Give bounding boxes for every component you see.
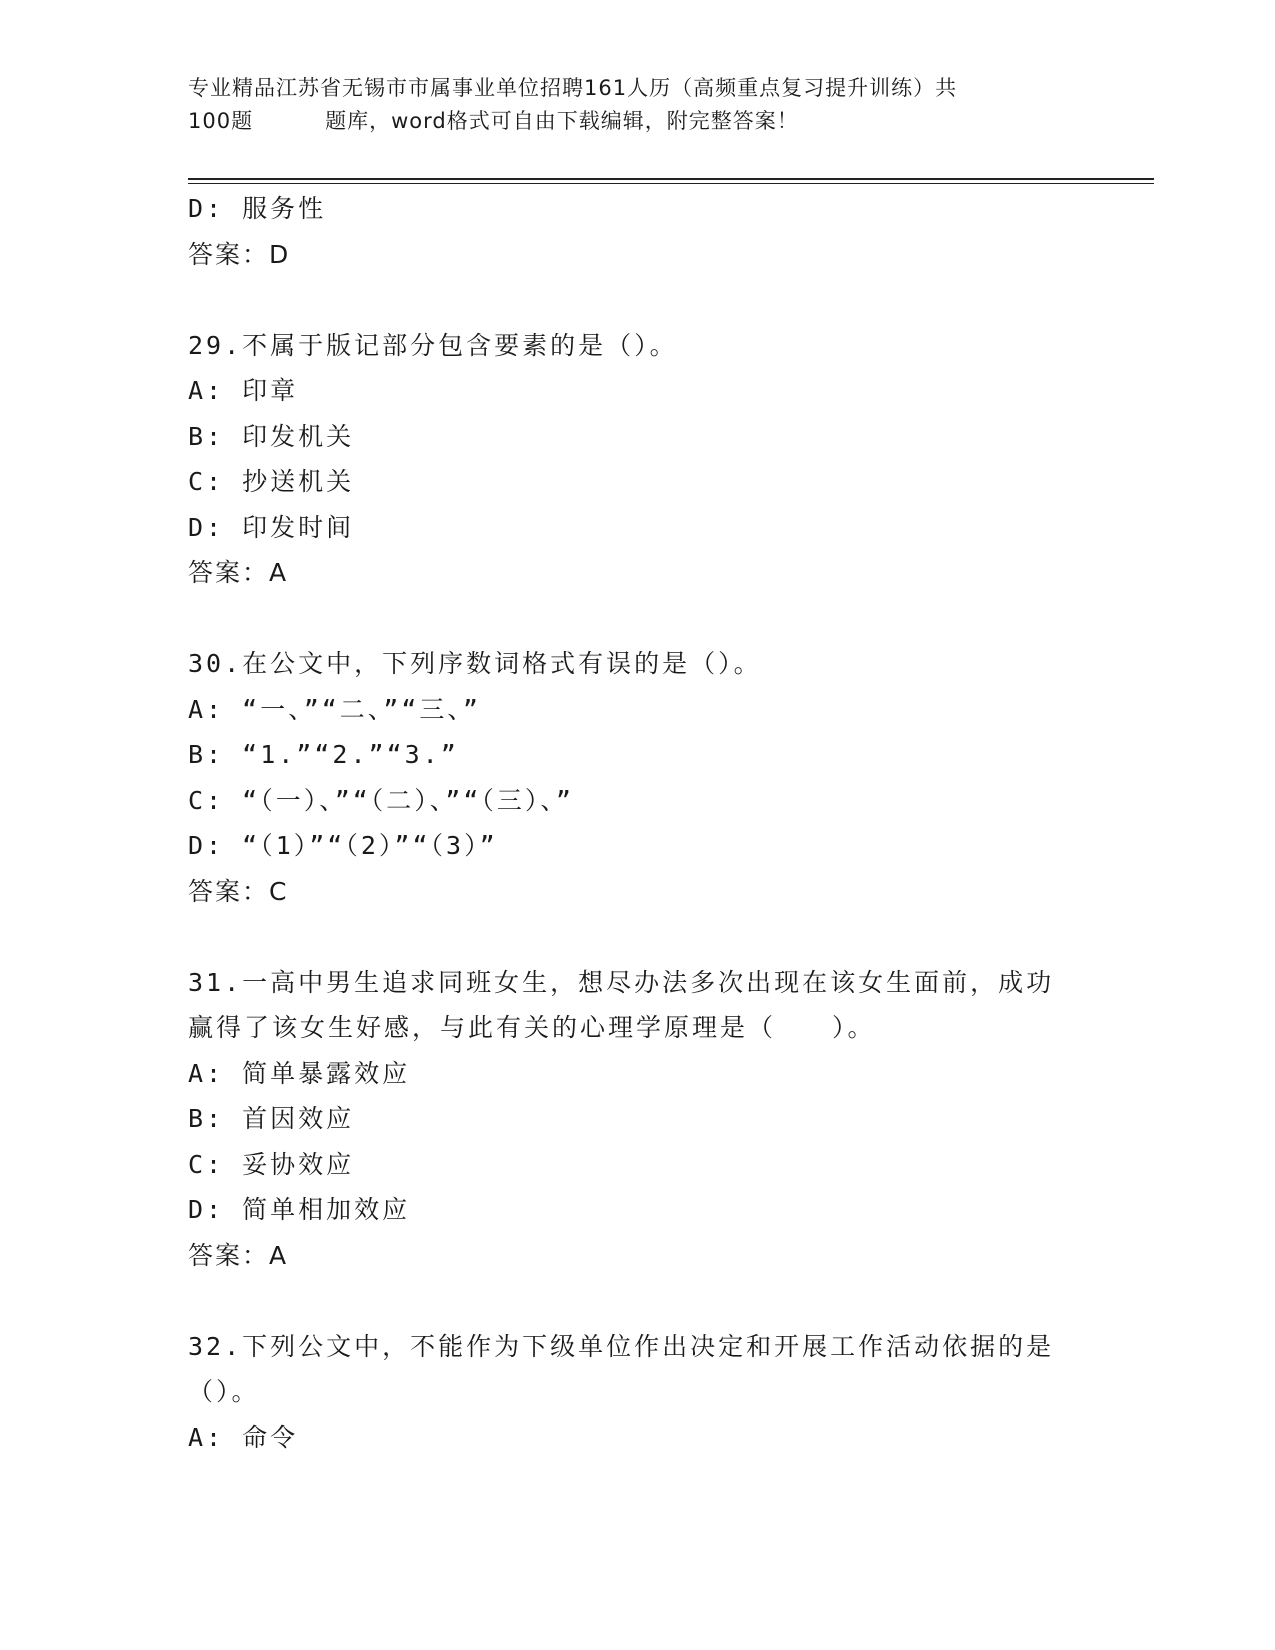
answer: 答案：A xyxy=(188,1240,289,1270)
option-b: B: “1.”“2.”“3.” xyxy=(188,740,459,769)
question-stem: 29.不属于版记部分包含要素的是（）。 xyxy=(188,330,678,360)
option-b: B: 首因效应 xyxy=(188,1104,355,1133)
question-stem-line-1: 31.一高中男生追求同班女生，想尽办法多次出现在该女生面前，成功 xyxy=(188,967,1055,997)
header-divider-thin xyxy=(188,183,1154,184)
question-stem: 30.在公文中，下列序数词格式有误的是（）。 xyxy=(188,649,762,678)
question-stem-line-2: 赢得了该女生好感，与此有关的心理学原理是（ ）。 xyxy=(188,1013,876,1042)
answer: 答案：A xyxy=(188,558,289,587)
question-32 xyxy=(188,1324,1088,1461)
option-a: A: 印章 xyxy=(188,376,299,405)
option-d: D: 印发时间 xyxy=(188,512,355,542)
question-stem-line-2: （）。 xyxy=(188,1377,260,1406)
header-question-count: 100题 xyxy=(188,109,254,133)
option-d: D: “（1）”“（2）”“（3）” xyxy=(188,831,498,860)
option-c: C: “（一）、”“（二）、”“（三）、” xyxy=(188,785,574,815)
question-list xyxy=(188,186,1088,1460)
question-31 xyxy=(188,960,1088,1279)
prev-option-d: D: 服务性 xyxy=(188,194,327,223)
option-b: B: 印发机关 xyxy=(188,421,355,451)
header-description: 题库，word格式可自由下载编辑，附完整答案！ xyxy=(325,109,799,133)
question-stem-line-1: 32.下列公文中，不能作为下级单位作出决定和开展工作活动依据的是 xyxy=(188,1331,1055,1361)
header-divider-thick xyxy=(188,178,1154,180)
option-c: C: 抄送机关 xyxy=(188,467,355,496)
option-c: C: 妥协效应 xyxy=(188,1149,355,1179)
option-a: A: “一、”“二、”“三、” xyxy=(188,694,481,724)
question-29 xyxy=(188,323,1088,596)
header-title-line-2 xyxy=(188,105,1068,138)
header-title-line-1: 专业精品江苏省无锡市市属事业单位招聘161人历（高频重点复习提升训练）共 xyxy=(188,76,958,100)
option-d: D: 简单相加效应 xyxy=(188,1195,411,1224)
prev-answer: 答案：D xyxy=(188,239,291,269)
answer: 答案：C xyxy=(188,876,289,906)
document-header xyxy=(188,72,1068,138)
option-a: A: 简单暴露效应 xyxy=(188,1058,411,1088)
question-30 xyxy=(188,641,1088,914)
option-a: A: 命令 xyxy=(188,1422,299,1452)
